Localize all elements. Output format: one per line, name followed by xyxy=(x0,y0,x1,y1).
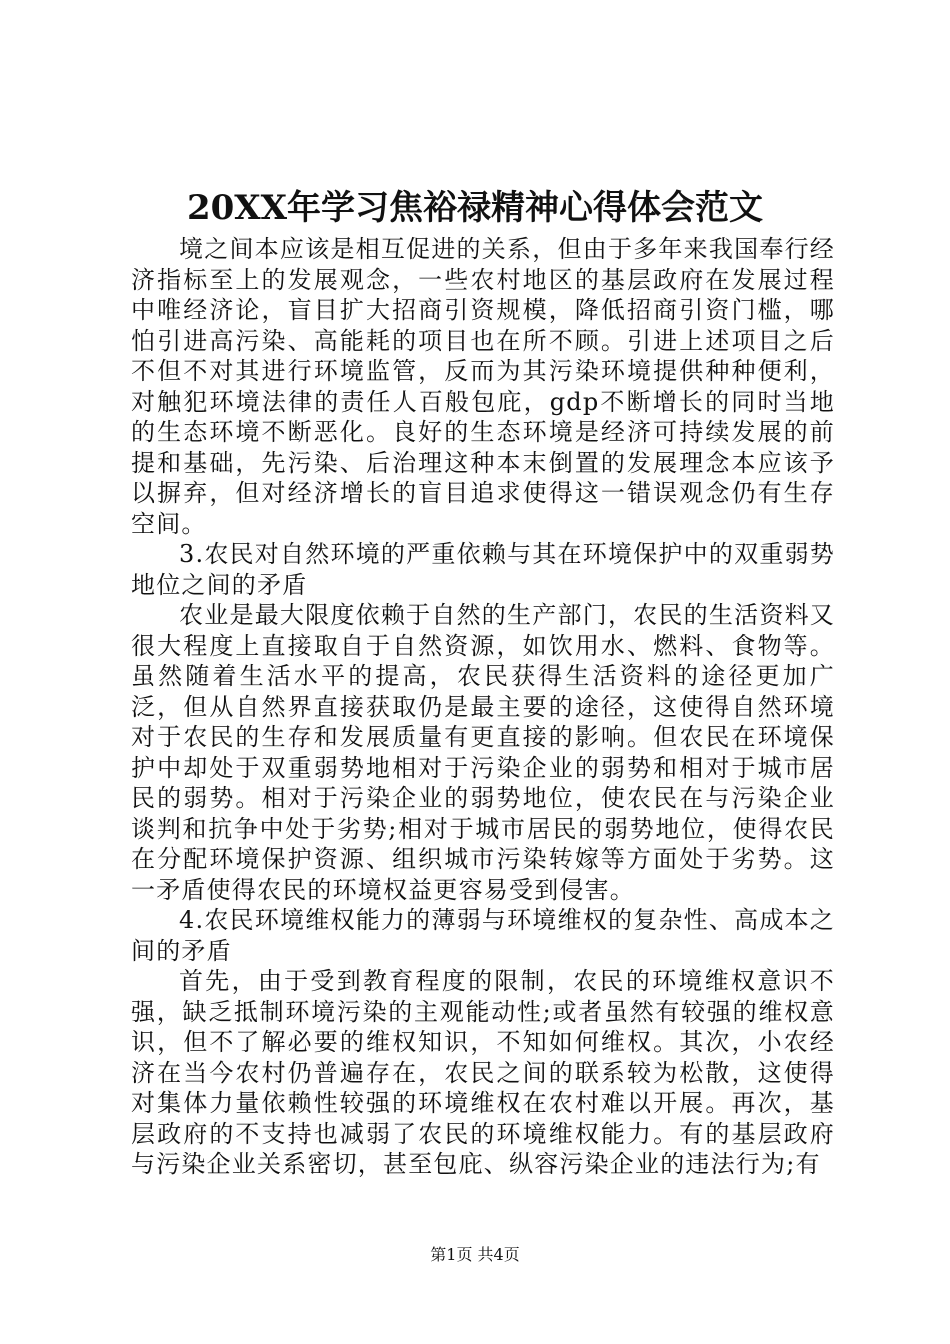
body-paragraph: 首先，由于受到教育程度的限制，农民的环境维权意识不强，缺乏抵制环境污染的主观能动性;或者虽然有较强的维权意识，但不了解必要的维权知识，不知如何维权。其次，小农经济在当今农村仍普遍存在，农民之间的联系较为松散，这使得对集体力量依赖性较强的环境维权在农村难以开展。再次，基层政府的不支持也减弱了农民的环境维权能力。有的基层政府与污染企业关系密切，甚至包庇、纵容污染企业的违法行为;有 xyxy=(131,967,835,1178)
body-paragraph: 境之间本应该是相互促进的关系，但由于多年来我国奉行经济指标至上的发展观念，一些农村地区的基层政府在发展过程中唯经济论，盲目扩大招商引资规模，降低招商引资门槛，哪怕引进高污染、高能耗的项目也在所不顾。引进上述项目之后不但不对其进行环境监管，反而为其污染环境提供种种便利，对触犯环境法律的责任人百般包庇，gdp不断增长的同时当地的生态环境不断恶化。良好的生态环境是经济可持续发展的前提和基础，先污染、后治理这种本末倒置的发展理念本应该予以摒弃，但对经济增长的盲目追求使得这一错误观念仍有生存空间。 xyxy=(131,235,835,538)
document-title: 20XX年学习焦裕禄精神心得体会范文 xyxy=(186,188,764,228)
document-body xyxy=(131,234,835,1180)
section-heading-3: 3.农民对自然环境的严重依赖与其在环境保护中的双重弱势地位之间的矛盾 xyxy=(131,540,835,599)
page-number-footer: 第1页 共4页 xyxy=(430,1245,520,1264)
section-heading-4: 4.农民环境维权能力的薄弱与环境维权的复杂性、高成本之间的矛盾 xyxy=(131,906,835,965)
body-paragraph: 农业是最大限度依赖于自然的生产部门，农民的生活资料又很大程度上直接取自于自然资源，如饮用水、燃料、食物等。虽然随着生活水平的提高，农民获得生活资料的途径更加广泛，但从自然界直接获取仍是最主要的途径，这使得自然环境对于农民的生存和发展质量有更直接的影响。但农民在环境保护中却处于双重弱势地相对于污染企业的弱势和相对于城市居民的弱势。相对于污染企业的弱势地位，使农民在与污染企业谈判和抗争中处于劣势;相对于城市居民的弱势地位，使得农民在分配环境保护资源、组织城市污染转嫁等方面处于劣势。这一矛盾使得农民的环境权益更容易受到侵害。 xyxy=(131,601,835,904)
